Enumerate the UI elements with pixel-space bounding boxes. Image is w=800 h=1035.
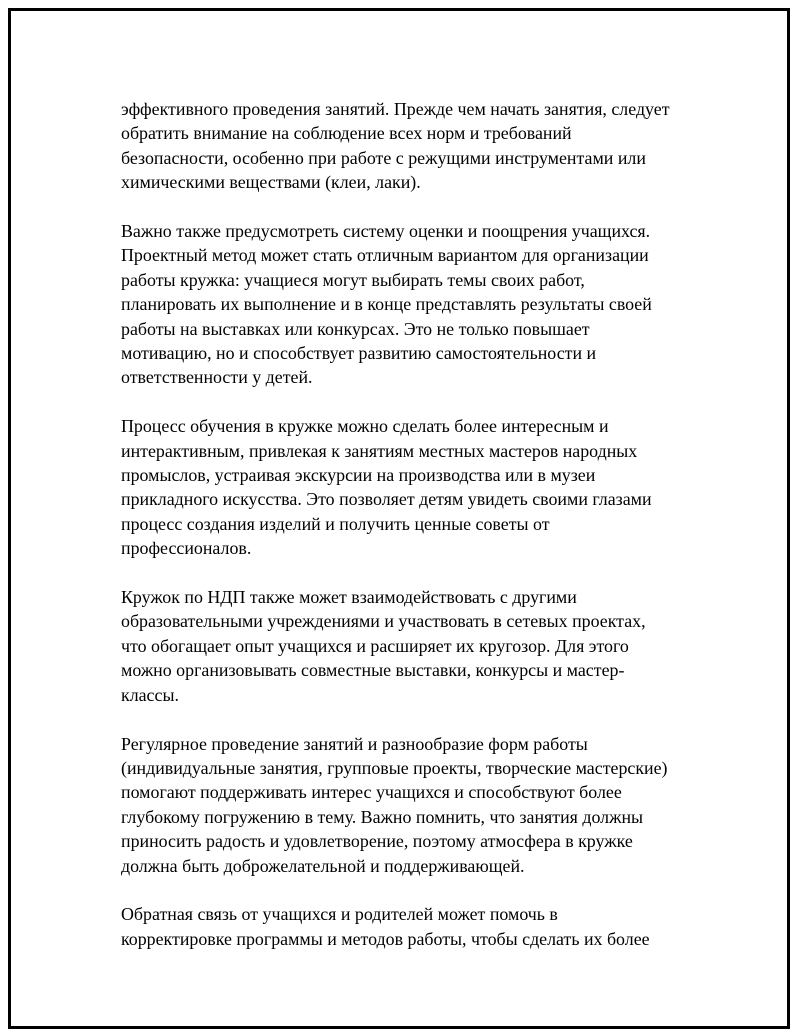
- paragraph-line: корректировке программы и методов работы, чтобы сделать их более: [121, 928, 650, 949]
- paragraph-line: ответственности у детей.: [121, 367, 313, 388]
- paragraph-line: (индивидуальные занятия, групповые проекты, творческие мастерские): [121, 757, 668, 778]
- paragraph-line: интерактивным, привлекая к занятиям местных мастеров народных: [121, 440, 638, 461]
- document-body: [121, 97, 701, 976]
- paragraph-1: [121, 97, 701, 195]
- paragraph-line: Регулярное проведение занятий и разнообразие форм работы: [121, 733, 588, 754]
- paragraph-line: должна быть доброжелательной и поддерживающей.: [121, 855, 525, 876]
- paragraph-line: эффективного проведения занятий. Прежде чем начать занятия, следует: [121, 99, 670, 119]
- paragraph-line: промыслов, устраивая экскурсии на производства или в музеи: [121, 465, 596, 486]
- paragraph-line: обратить внимание на соблюдение всех норм и требований: [121, 123, 572, 144]
- paragraph-line: Проектный метод может стать отличным вариантом для организации: [121, 245, 649, 266]
- paragraph-line: Обратная связь от учащихся и родителей может помочь в: [121, 904, 558, 925]
- paragraph-5: [121, 732, 701, 878]
- paragraph-line: Кружок по НДП также может взаимодействовать с другими: [121, 587, 577, 608]
- paragraph-6: [121, 902, 701, 951]
- paragraph-2: [121, 219, 701, 390]
- paragraph-line: процесс создания изделий и получить ценные советы от: [121, 513, 550, 534]
- paragraph-line: образовательными учреждениями и участвовать в сетевых проектах,: [121, 611, 646, 632]
- paragraph-line: классы.: [121, 684, 179, 705]
- paragraph-line: безопасности, особенно при работе с режущими инструментами или: [121, 147, 646, 168]
- paragraph-line: Важно также предусмотреть систему оценки и поощрения учащихся.: [121, 221, 651, 242]
- paragraph-line: работы кружка: учащиеся могут выбирать темы своих работ,: [121, 269, 585, 290]
- paragraph-line: планировать их выполнение и в конце представлять результаты своей: [121, 294, 652, 315]
- paragraph-line: глубокому погружению в тему. Важно помнить, что занятия должны: [121, 806, 644, 827]
- paragraph-line: можно организовывать совместные выставки, конкурсы и мастер-: [121, 660, 625, 681]
- paragraph-line: мотивацию, но и способствует развитию самостоятельности и: [121, 343, 597, 364]
- paragraph-line: помогают поддерживать интерес учащихся и способствуют более: [121, 782, 622, 803]
- paragraph-line: прикладного искусства. Это позволяет детям увидеть своими глазами: [121, 489, 652, 510]
- paragraph-line: химическими веществами (клеи, лаки).: [121, 172, 421, 193]
- paragraph-line: профессионалов.: [121, 538, 252, 559]
- paragraph-line: работы на выставках или конкурсах. Это не только повышает: [121, 318, 590, 339]
- paragraph-line: приносить радость и удовлетворение, поэтому атмосфера в кружке: [121, 831, 633, 852]
- paragraph-line: Процесс обучения в кружке можно сделать более интересным и: [121, 416, 609, 437]
- paragraph-4: [121, 585, 701, 707]
- paragraph-3: [121, 414, 701, 560]
- page-frame: [8, 8, 790, 1029]
- paragraph-line: что обогащает опыт учащихся и расширяет их кругозор. Для этого: [121, 635, 629, 656]
